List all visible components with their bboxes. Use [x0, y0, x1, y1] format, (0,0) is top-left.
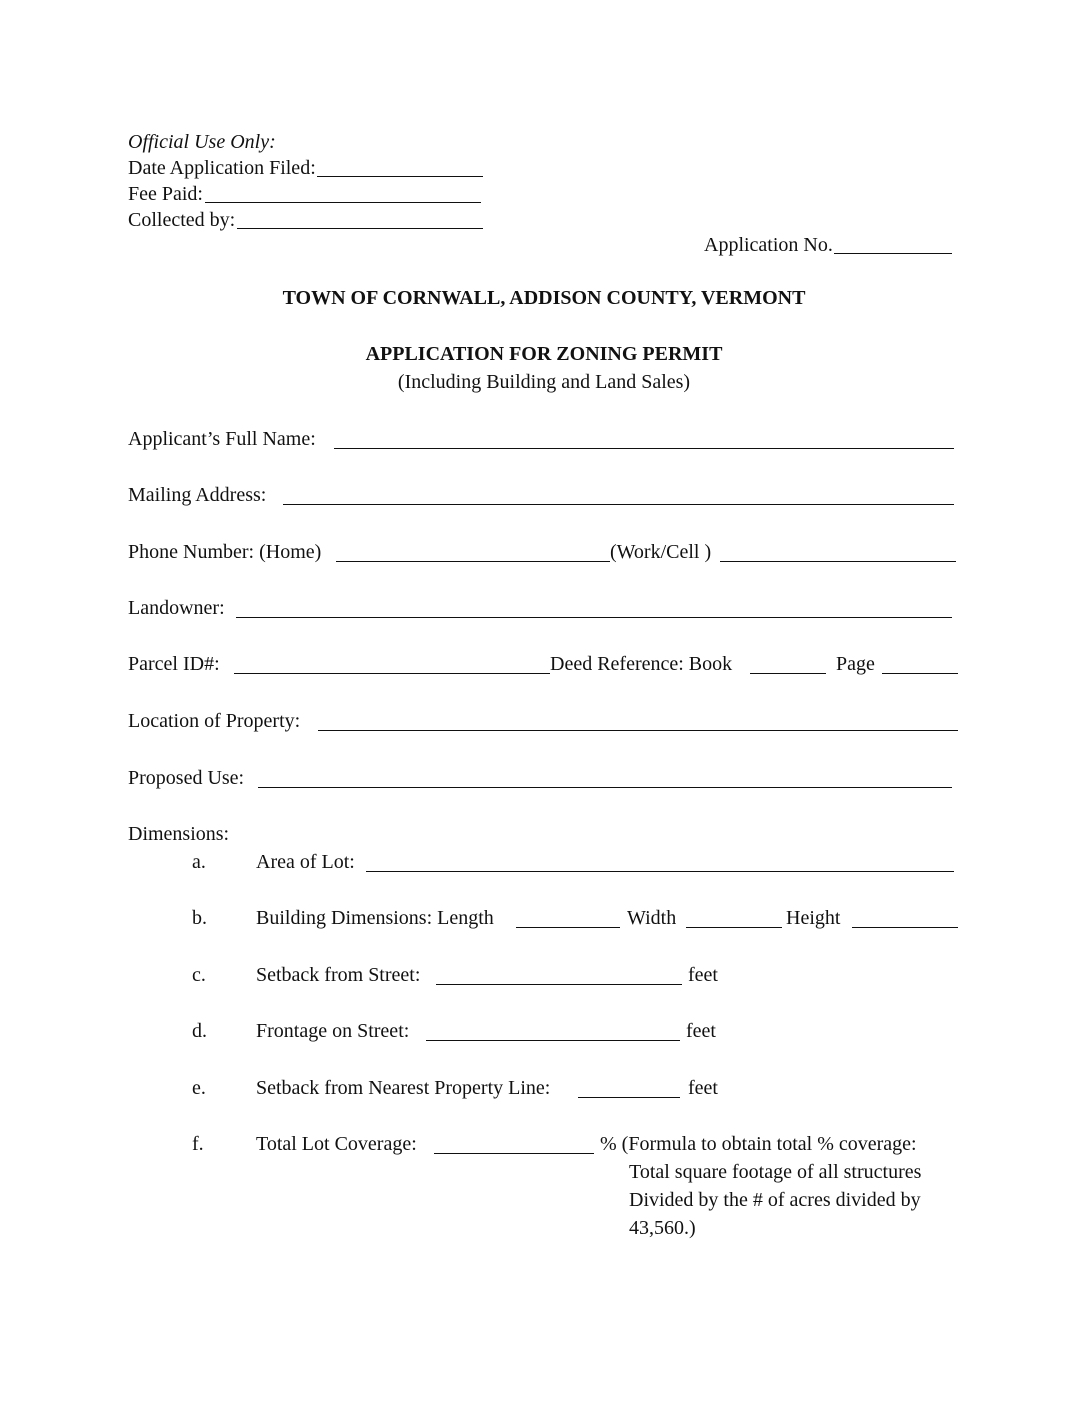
item-a-letter: a. — [192, 851, 206, 873]
application-no-label: Application No. — [704, 234, 833, 256]
lot-coverage-unit: % (Formula to obtain total % coverage: — [600, 1133, 917, 1155]
item-d-letter: d. — [192, 1020, 207, 1042]
deed-page-field[interactable] — [882, 673, 958, 674]
fee-paid-field[interactable] — [205, 202, 481, 203]
item-b-letter: b. — [192, 907, 207, 929]
dimensions-heading: Dimensions: — [128, 823, 230, 845]
building-width-label: Width — [627, 907, 677, 929]
total-lot-coverage-label: Total Lot Coverage: — [256, 1133, 417, 1155]
setback-property-line-label: Setback from Nearest Property Line: — [256, 1077, 551, 1099]
setback-street-unit: feet — [688, 964, 718, 986]
setback-street-label: Setback from Street: — [256, 964, 421, 986]
form-subtitle: (Including Building and Land Sales) — [397, 371, 691, 393]
application-no-field[interactable] — [834, 253, 952, 254]
location-label: Location of Property: — [128, 710, 301, 732]
item-f-letter: f. — [192, 1133, 204, 1155]
setback-street-field[interactable] — [436, 984, 682, 985]
page-label: Page — [836, 653, 875, 675]
building-height-label: Height — [786, 907, 841, 929]
total-lot-coverage-field[interactable] — [434, 1153, 594, 1154]
phone-home-field[interactable] — [336, 561, 610, 562]
phone-home-label: Phone Number: (Home) — [128, 541, 322, 563]
applicant-name-field[interactable] — [334, 448, 954, 449]
applicant-name-label: Applicant’s Full Name: — [128, 428, 316, 450]
official-use-heading: Official Use Only: — [128, 131, 276, 153]
parcel-id-field[interactable] — [234, 673, 550, 674]
building-length-label: Building Dimensions: Length — [256, 907, 494, 929]
deed-reference-label: Deed Reference: Book — [550, 653, 733, 675]
deed-book-field[interactable] — [750, 673, 826, 674]
area-of-lot-field[interactable] — [366, 871, 954, 872]
landowner-field[interactable] — [236, 617, 952, 618]
area-of-lot-label: Area of Lot: — [256, 851, 355, 873]
item-e-letter: e. — [192, 1077, 206, 1099]
building-height-field[interactable] — [852, 927, 958, 928]
setback-property-line-field[interactable] — [578, 1097, 680, 1098]
frontage-street-unit: feet — [686, 1020, 716, 1042]
formula-line-1: Total square footage of all structures — [629, 1161, 922, 1183]
frontage-street-field[interactable] — [426, 1040, 680, 1041]
frontage-street-label: Frontage on Street: — [256, 1020, 410, 1042]
form-title: APPLICATION FOR ZONING PERMIT — [365, 343, 723, 365]
building-width-field[interactable] — [686, 927, 782, 928]
landowner-label: Landowner: — [128, 597, 225, 619]
formula-line-3: 43,560.) — [629, 1217, 696, 1239]
location-field[interactable] — [318, 730, 958, 731]
proposed-use-field[interactable] — [258, 787, 952, 788]
phone-work-field[interactable] — [720, 561, 956, 562]
proposed-use-label: Proposed Use: — [128, 767, 245, 789]
parcel-id-label: Parcel ID#: — [128, 653, 220, 675]
setback-property-line-unit: feet — [688, 1077, 718, 1099]
building-length-field[interactable] — [516, 927, 620, 928]
formula-line-2: Divided by the # of acres divided by — [629, 1189, 921, 1211]
fee-paid-label: Fee Paid: — [128, 183, 203, 205]
collected-by-label: Collected by: — [128, 209, 236, 231]
item-c-letter: c. — [192, 964, 206, 986]
town-heading: TOWN OF CORNWALL, ADDISON COUNTY, VERMONT — [282, 287, 806, 309]
phone-work-label: (Work/Cell ) — [610, 541, 712, 563]
date-filed-label: Date Application Filed: — [128, 157, 316, 179]
mailing-address-label: Mailing Address: — [128, 484, 267, 506]
mailing-address-field[interactable] — [283, 504, 954, 505]
collected-by-field[interactable] — [237, 228, 483, 229]
date-filed-field[interactable] — [317, 176, 483, 177]
